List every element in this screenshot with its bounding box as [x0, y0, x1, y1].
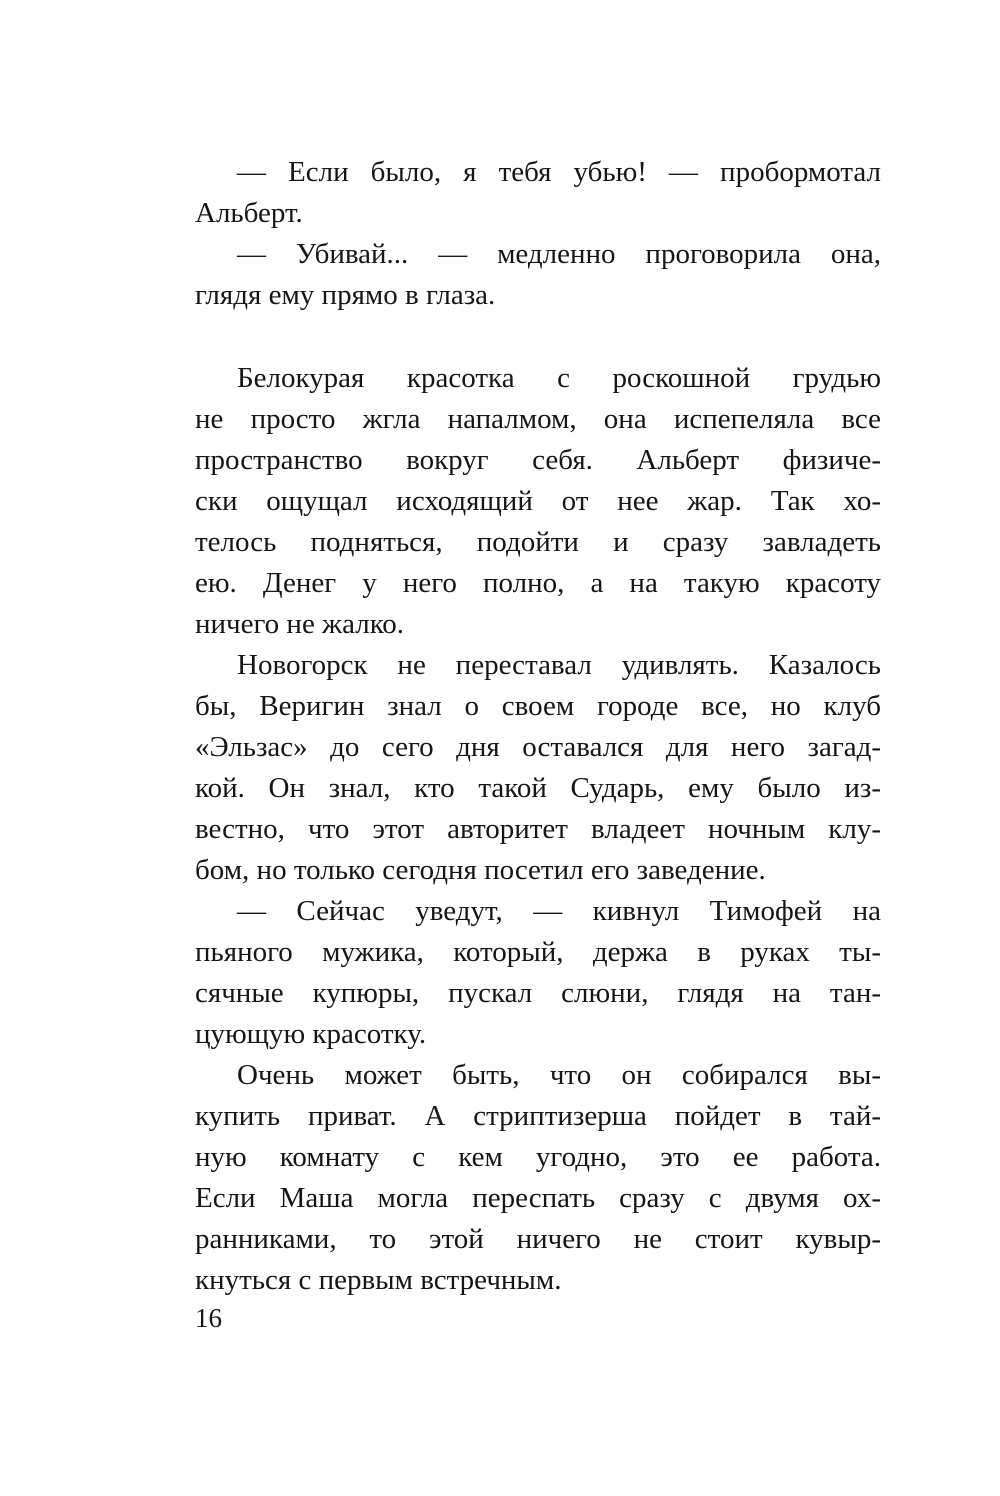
text-line: Если Маша могла переспать сразу с двумя ох-	[195, 1182, 881, 1214]
text-line: — Если было, я тебя убью! — пробормотал	[237, 156, 881, 188]
text-line: Очень может быть, что он собирался вы-	[237, 1059, 881, 1091]
page-number: 16	[195, 1303, 222, 1333]
text-line: не просто жгла напалмом, она испепеляла все	[195, 403, 881, 435]
text-line: купить приват. А стриптизерша пойдет в тай-	[195, 1100, 881, 1132]
text-line: ранниками, то этой ничего не стоит кувыр-	[195, 1223, 881, 1255]
text-line: — Сейчас уведут, — кивнул Тимофей на	[237, 895, 881, 927]
text-line: кнуться с первым встречным.	[195, 1264, 562, 1296]
paragraph	[195, 645, 881, 891]
text-line: бы, Веригин знал о своем городе все, но клуб	[195, 690, 881, 722]
text-line: «Эльзас» до сего дня оставался для него загад-	[195, 731, 881, 763]
text-line: глядя ему прямо в глаза.	[195, 279, 496, 311]
paragraph	[195, 152, 881, 234]
text-line: ски ощущал исходящий от нее жар. Так хо-	[195, 485, 881, 517]
text-line: телось подняться, подойти и сразу завладеть	[195, 526, 881, 558]
text-line: сячные купюры, пускал слюни, глядя на тан-	[195, 977, 881, 1009]
page-text	[195, 152, 881, 1301]
text-line: пьяного мужика, который, держа в руках ты-	[195, 936, 881, 968]
text-section	[195, 152, 881, 316]
paragraph	[195, 358, 881, 645]
text-line: Альберт.	[195, 197, 303, 229]
text-line: вестно, что этот авторитет владеет ночным клу-	[195, 813, 881, 845]
text-line: Белокурая красотка с роскошной грудью	[237, 362, 881, 394]
paragraph	[195, 1055, 881, 1301]
text-line: ничего не жалко.	[195, 608, 405, 640]
text-line: цующую красотку.	[195, 1018, 427, 1050]
text-line: ную комнату с кем угодно, это ее работа.	[195, 1141, 881, 1173]
paragraph	[195, 234, 881, 316]
text-line: бом, но только сегодня посетил его заведение.	[195, 854, 766, 886]
text-line: пространство вокруг себя. Альберт физиче-	[195, 444, 881, 476]
text-line: ею. Денег у него полно, а на такую красоту	[195, 567, 881, 599]
text-section	[195, 358, 881, 1301]
text-line: — Убивай... — медленно проговорила она,	[237, 238, 881, 270]
text-line: кой. Он знал, кто такой Сударь, ему было из-	[195, 772, 881, 804]
paragraph	[195, 891, 881, 1055]
text-line: Новогорск не переставал удивлять. Казалось	[237, 649, 881, 681]
